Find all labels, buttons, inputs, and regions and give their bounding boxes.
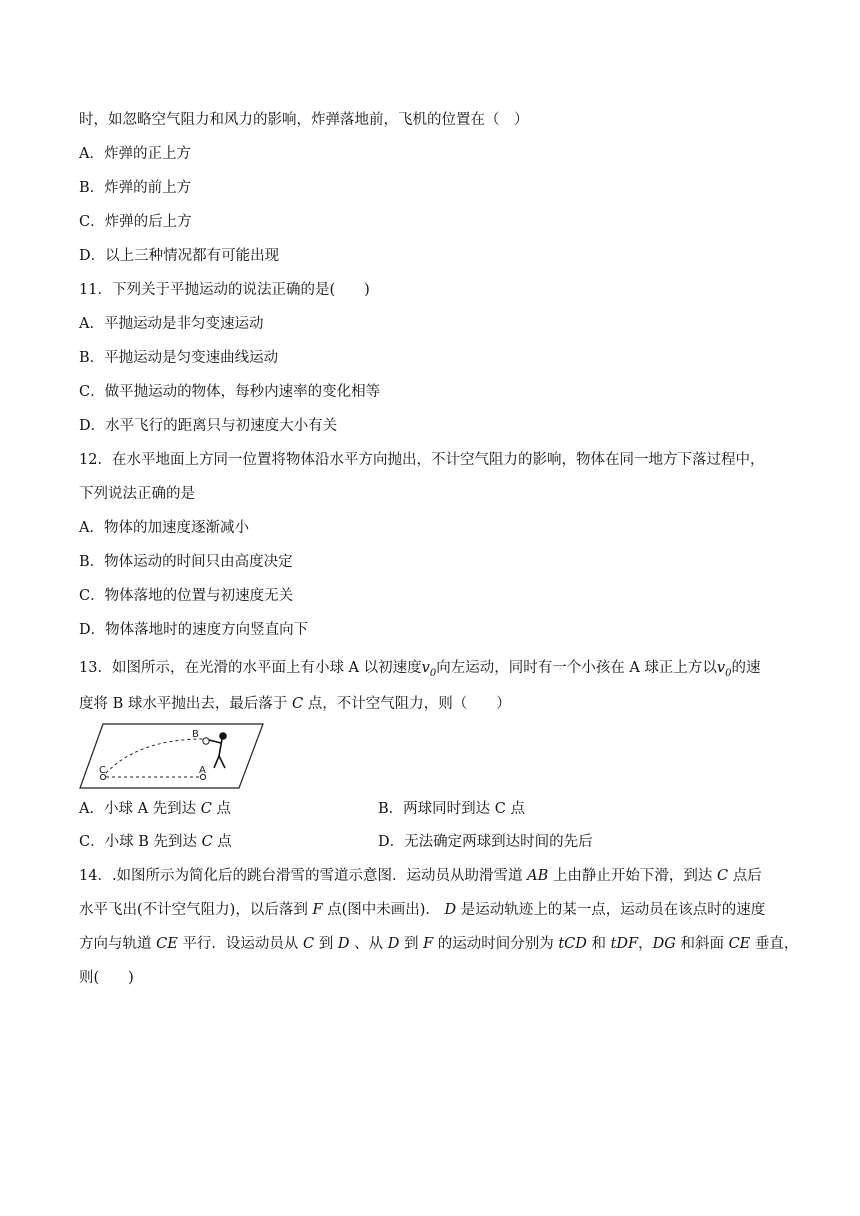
q14-text: 水平飞出(不计空气阻力)，以后落到 bbox=[79, 902, 308, 918]
q14-f: F bbox=[423, 936, 434, 952]
q14-d: D bbox=[387, 936, 400, 952]
q14-d: D bbox=[444, 902, 457, 918]
q12-option-c: C．物体落地的位置与初速度无关 bbox=[79, 588, 294, 604]
q13-stem-line1 bbox=[79, 658, 761, 684]
q14-dg: DG bbox=[652, 936, 676, 952]
q14-tdf: tDF bbox=[610, 936, 639, 952]
child-figure bbox=[209, 733, 226, 768]
q14-text: 的运动时间分别为 bbox=[437, 936, 554, 952]
q14-text: 方向与轨道 bbox=[79, 936, 152, 952]
fig-label-b: B bbox=[192, 729, 199, 740]
q11-option-d: D．水平飞行的距离只与初速度大小有关 bbox=[79, 418, 338, 434]
q14-text: 垂直， bbox=[754, 936, 799, 952]
q14-ce: CE bbox=[156, 936, 178, 952]
q13-point-c: C bbox=[200, 801, 212, 817]
ball-b bbox=[203, 738, 209, 744]
q12-option-b: B．物体运动的时间只由高度决定 bbox=[79, 554, 293, 570]
q13-sub0: 0 bbox=[429, 667, 437, 679]
q14-d: D bbox=[337, 936, 350, 952]
q11-option-b: B．平抛运动是匀变速曲线运动 bbox=[79, 350, 279, 366]
q13-sub0: 0 bbox=[725, 667, 732, 679]
q14-text: 点(图中未画出)． bbox=[327, 902, 440, 918]
q13-text: C．小球 B 先到达 bbox=[79, 834, 197, 850]
q14-stem-line2 bbox=[79, 900, 765, 920]
q13-v0 bbox=[716, 660, 732, 679]
q14-tcd: tCD bbox=[558, 936, 587, 952]
q14-c: C bbox=[717, 868, 729, 884]
q14-text: 平行．设运动员从 bbox=[182, 936, 299, 952]
q13-text: A．小球 A 先到达 bbox=[79, 801, 197, 817]
q10-stem-tail: 时，如忽略空气阻力和风力的影响，炸弹落地前，飞机的位置在（ ） bbox=[79, 112, 529, 128]
q14-text: 上由静止开始下滑，到达 bbox=[552, 868, 713, 884]
q13-v: v bbox=[716, 660, 726, 676]
q11-stem: 11．下列关于平抛运动的说法正确的是( ) bbox=[79, 282, 370, 298]
q13-option-a bbox=[79, 799, 231, 819]
q13-text: 点，不计空气阻力，则（ ） bbox=[307, 696, 511, 712]
q10-option-c: C．炸弹的后上方 bbox=[79, 214, 192, 230]
q13-stem-line2 bbox=[79, 694, 511, 714]
q13-v: v bbox=[421, 660, 430, 676]
fig-label-c: C bbox=[99, 765, 106, 776]
q13-v0 bbox=[421, 660, 437, 679]
q13-text: 的速 bbox=[731, 660, 761, 676]
q14-ce: CE bbox=[728, 936, 751, 952]
q14-text: ， bbox=[638, 936, 653, 952]
q14-text: 到 bbox=[403, 936, 419, 952]
q14-text: 是运动轨迹上的某一点，运动员在该点时的速度 bbox=[460, 902, 766, 918]
q13-text: 13．如图所示，在光滑的水平面上有小球 A 以初速度 bbox=[79, 660, 422, 676]
q14-text: 14．.如图所示为简化后的跳台滑雪的雪道示意图．运动员从助滑雪道 bbox=[79, 868, 523, 884]
q13-text: 度将 B 球水平抛出去，最后落于 bbox=[79, 696, 288, 712]
q14-f: F bbox=[312, 902, 323, 918]
q10-option-a: A．炸弹的正上方 bbox=[79, 146, 191, 162]
q14-text: 点后 bbox=[732, 868, 762, 884]
q13-text: 点 bbox=[216, 801, 231, 817]
q13-text: 点 bbox=[217, 834, 232, 850]
ground-plane bbox=[80, 724, 263, 788]
q11-option-c: C．做平抛运动的物体，每秒内速率的变化相等 bbox=[79, 384, 381, 400]
q14-ab: AB bbox=[527, 868, 549, 884]
q10-option-d: D．以上三种情况都有可能出现 bbox=[79, 248, 280, 264]
q10-option-b: B．炸弹的前上方 bbox=[79, 180, 192, 196]
trajectory-dashed bbox=[106, 739, 204, 773]
q13-point-c: C bbox=[291, 696, 304, 712]
q11-option-a: A．平抛运动是非匀变速运动 bbox=[79, 316, 264, 332]
q13-figure bbox=[79, 723, 265, 789]
q14-c: C bbox=[303, 936, 315, 952]
q14-stem-line1 bbox=[79, 866, 762, 886]
q13-option-b: B．两球同时到达 C 点 bbox=[378, 801, 525, 817]
q13-option-d: D．无法确定两球到达时间的先后 bbox=[378, 834, 593, 850]
q14-text: 和斜面 bbox=[680, 936, 724, 952]
q13-text: 向左运动，同时有一个小孩在 A 球正上方以 bbox=[436, 660, 717, 676]
q14-text: 和 bbox=[591, 936, 606, 952]
q12-stem-line2: 下列说法正确的是 bbox=[79, 486, 195, 502]
q14-text: 、从 bbox=[354, 936, 384, 952]
q13-option-c bbox=[79, 832, 232, 852]
q14-stem-line3 bbox=[79, 934, 798, 954]
fig-label-a: A bbox=[199, 765, 206, 776]
q14-text: 到 bbox=[318, 936, 334, 952]
q12-stem-line1: 12．在水平地面上方同一位置将物体沿水平方向抛出，不计空气阻力的影响，物体在同一地方下落过程中， bbox=[79, 452, 765, 468]
q12-option-d: D．物体落地时的速度方向竖直向下 bbox=[79, 622, 309, 638]
q13-point-c: C bbox=[201, 834, 213, 850]
q14-stem-line4: 则( ) bbox=[79, 970, 134, 986]
q12-option-a: A．物体的加速度逐渐减小 bbox=[79, 520, 249, 536]
